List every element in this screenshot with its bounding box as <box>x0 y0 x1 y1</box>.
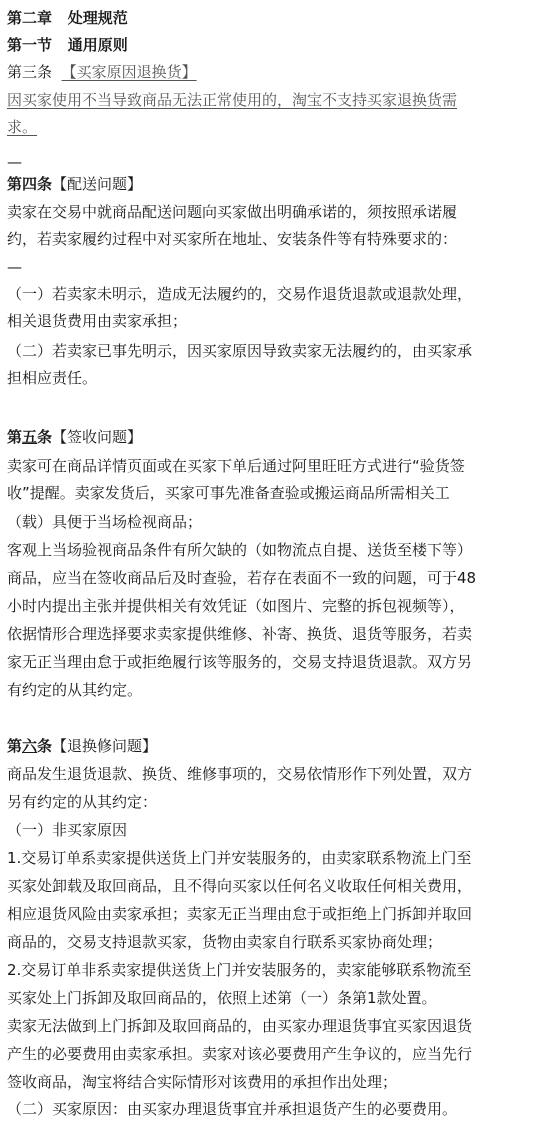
article6-text-line: 商品发生退货退款、换货、维修事项的，交易依情形作下列处置，双方 <box>7 765 473 783</box>
article6-title: 【退换修问题】 <box>52 737 158 755</box>
section-title: 通用原则 <box>67 36 128 54</box>
article4-text-line: 约，若卖家履约过程中对买家所在地址、安装条件等有特殊要求的： <box>7 230 458 248</box>
article5-label-prefix: 第 <box>7 428 23 446</box>
article4-text-line: 担相应责任。 <box>7 369 98 387</box>
separator: — <box>7 153 22 171</box>
section-heading <box>7 35 536 55</box>
article5-label-suffix: 条 <box>37 428 53 446</box>
article4-text-line: （二）若卖家已事先明示，因买家原因导致卖家无法履约的，由买家承 <box>7 342 473 360</box>
article6-label-suffix: 条 <box>37 737 53 755</box>
article5-text-line: 商品，应当在签收商品后及时查验，若存在表面不一致的问题，可于48 <box>7 569 477 587</box>
article5-text-line: 家无正当理由怠于或拒绝履行该等服务的，交易支持退货退款。双方另 <box>7 653 473 671</box>
article5-text-line: 卖家可在商品详情页面或在买家下单后通过阿里旺旺方式进行“验货签 <box>7 457 465 475</box>
section-number: 第一节 <box>7 36 53 54</box>
article6-text-line: 另有约定的从其约定： <box>7 793 158 811</box>
article4-text-line: （一）若卖家未明示，造成无法履约的，交易作退货退款或退款处理， <box>7 285 473 303</box>
separator: — <box>7 258 22 276</box>
article5-label-number: 五 <box>22 428 38 446</box>
article5-text-line: 客观上当场验视商品条件有所欠缺的（如物流点自提、送货至楼下等） <box>7 541 473 559</box>
chapter-heading <box>7 8 536 28</box>
article3-text-line[interactable]: 因买家使用不当导致商品无法正常使用的，淘宝不支持买家退换货需 <box>7 91 458 109</box>
article6-heading <box>7 736 536 756</box>
chapter-title: 处理规范 <box>67 9 128 27</box>
article6-text-line: （一）非买家原因 <box>7 821 128 839</box>
article5-text-line: 小时内提出主张并提供相关有效凭证（如图片、完整的拆包视频等）， <box>7 597 465 615</box>
article3-text-line[interactable]: 求。 <box>7 118 38 136</box>
article5-text-line: 依据情形合理选择要求卖家提供维修、补寄、换货、退货等服务，若卖 <box>7 625 473 643</box>
article6-text-line: 买家处上门拆卸及取回商品的，依照上述第（一）条第1款处置。 <box>7 989 437 1007</box>
article5-title: 【签收问题】 <box>52 428 143 446</box>
article3-title-link[interactable]: 【买家原因退换货】 <box>61 63 197 81</box>
article5-text-line: （载）具便于当场检视商品； <box>7 513 203 531</box>
article6-text-line: 产生的必要费用由卖家承担。卖家对该必要费用产生争议的，应当先行 <box>7 1045 473 1063</box>
article5-text-line: 有约定的从其约定。 <box>7 681 143 699</box>
article6-text-line: 买家处卸载及取回商品，且不得向买家以任何名义收取任何相关费用， <box>7 877 473 895</box>
article6-label-prefix: 第 <box>7 737 23 755</box>
article6-label-number: 六 <box>22 737 38 755</box>
article6-text-line: 相应退货风险由卖家承担；卖家无正当理由怠于或拒绝上门拆卸并取回 <box>7 905 473 923</box>
article6-text-line: 商品的，交易支持退款买家，货物由卖家自行联系买家协商处理； <box>7 933 443 951</box>
article4-text-line: 卖家在交易中就商品配送问题向买家做出明确承诺的，须按照承诺履 <box>7 203 458 221</box>
chapter-number: 第二章 <box>7 9 53 27</box>
article5-text-line: 收”提醒。卖家发货后，买家可事先准备查验或搬运商品所需相关工 <box>7 484 450 502</box>
article4-heading <box>7 174 536 194</box>
article5-heading <box>7 427 536 447</box>
article4-label: 第四条 <box>7 175 53 193</box>
article4-title: 【配送问题】 <box>52 175 143 193</box>
article6-text-line: 2.交易订单非系卖家提供送货上门并安装服务的，卖家能够联系物流至 <box>7 961 472 979</box>
article3-label: 第三条 <box>7 63 53 81</box>
article4-text-line: 相关退货费用由卖家承担； <box>7 312 188 330</box>
article6-text-line: 卖家无法做到上门拆卸及取回商品的，由买家办理退货事宜买家因退货 <box>7 1017 473 1035</box>
article6-text-line: 签收商品，淘宝将结合实际情形对该费用的承担作出处理； <box>7 1073 398 1091</box>
article6-text-line: （二）买家原因：由买家办理退货事宜并承担退货产生的必要费用。 <box>7 1100 458 1118</box>
article3-heading[interactable] <box>7 62 536 82</box>
article6-text-line: 1.交易订单系卖家提供送货上门并安装服务的，由卖家联系物流上门至 <box>7 849 472 867</box>
